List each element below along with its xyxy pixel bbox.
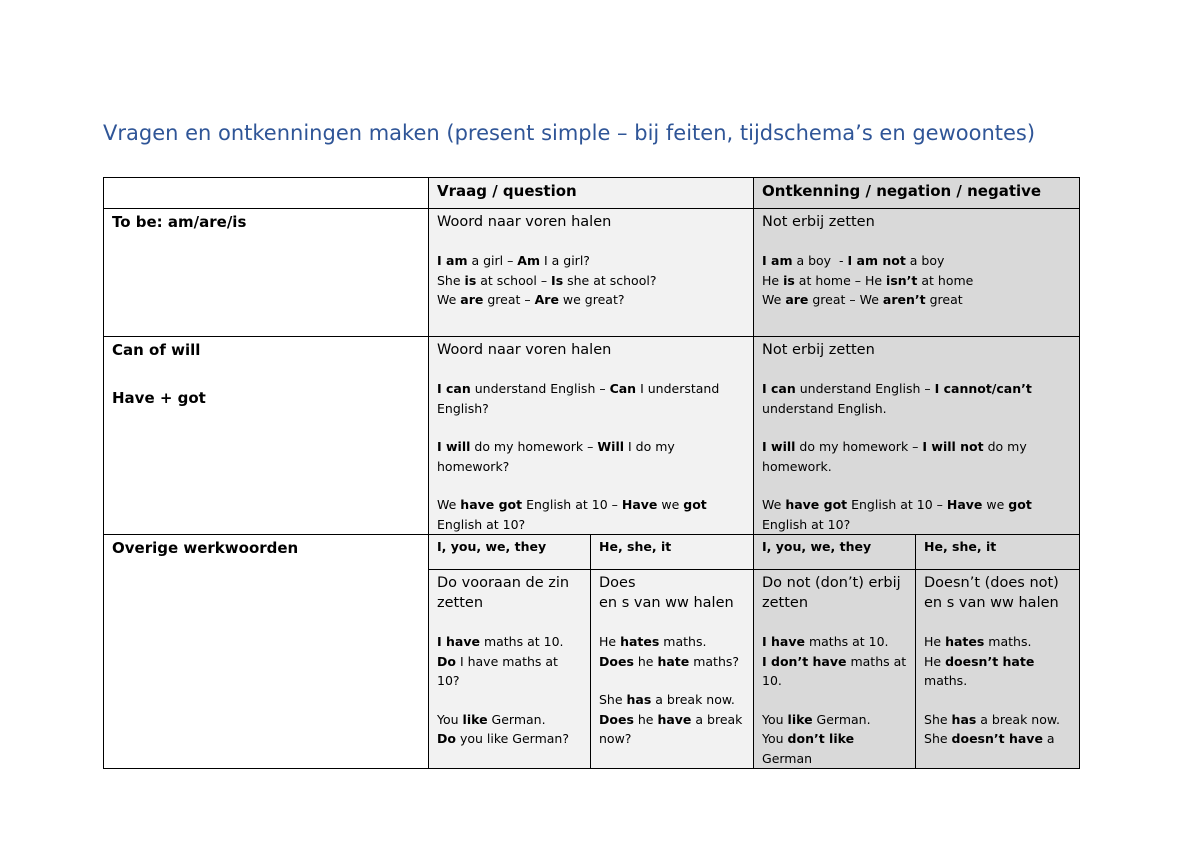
to-be-question-rule: Woord naar voren halen [437,214,612,230]
example-line: You don’t like German [762,731,855,766]
example-line: I will do my homework – I will not do my homework. [762,439,1027,474]
example-line: Does he have a break now? [599,711,743,746]
to-be-question-examples [437,251,746,310]
example-group [437,437,746,476]
example-group [924,632,1072,691]
overige-question-plural-rule: Do vooraan de zin zetten [437,575,570,611]
overige-question-plural-cell [429,570,591,769]
overige-question-singular-rule [599,573,746,613]
table-header-row [104,178,1080,209]
header-empty-cell [104,178,429,209]
to-be-negation-rule: Not erbij zetten [762,214,875,230]
page-title: Vragen en ontkenningen maken (present simple – bij feiten, tijdschema’s en gewoontes) [103,121,1036,145]
subheader-negation-plural: I, you, we, they [754,535,916,570]
example-line: She is at school – Is she at school? [437,272,657,288]
to-be-question-cell [429,209,754,337]
example-group [762,437,1072,476]
example-group [437,632,583,691]
table-row-to-be [104,209,1080,337]
example-group [762,379,1072,418]
can-will-negation-rule: Not erbij zetten [762,342,875,358]
example-line: You like German. [437,711,546,727]
example-line: Does he hate maths? [599,653,740,669]
header-question: Vraag / question [429,178,754,209]
example-group [924,710,1072,749]
example-line: She has a break now. [599,692,735,707]
example-group [599,690,746,749]
example-line: We have got English at 10 – Have we got English at 10? [437,497,707,532]
table-row-overige-subheader [104,535,1080,570]
table-row-can-will [104,337,1080,535]
example-line: Do I have maths at 10? [437,653,558,688]
example-line: He hates maths. [924,634,1032,649]
row-label-can-will-cell [104,337,429,535]
overige-negation-singular-cell [916,570,1080,769]
example-line: I am a girl – Am I a girl? [437,253,590,268]
example-line: I will do my homework – Will I do my homework? [437,439,675,474]
row-label-to-be: To be: am/are/is [104,209,429,337]
example-line: We have got English at 10 – Have we got English at 10? [762,497,1032,532]
header-negation: Ontkenning / negation / negative [754,178,1080,209]
example-line: We are great – We aren’t great [762,292,963,307]
can-will-question-cell [429,337,754,535]
rule-line: Doesn’t (does not) [924,575,1059,591]
overige-negation-plural-cell [754,570,916,769]
example-line: Do you like German? [437,731,569,746]
example-line: She doesn’t have a [924,731,1055,746]
example-line: I don’t have maths at 10. [762,653,907,688]
example-line: You like German. [762,711,871,727]
grammar-table [103,177,1080,769]
example-group [762,632,908,691]
row-label-can-will: Can of will [112,341,201,359]
example-line: I have maths at 10. [437,634,564,649]
example-line: I can understand English – Can I understand English? [437,381,720,416]
example-group [437,495,746,534]
overige-negation-plural-rule: Do not (don’t) erbij zetten [762,575,901,611]
row-label-overige: Overige werkwoorden [104,535,429,769]
overige-question-singular-cell [591,570,754,769]
example-group [762,710,908,769]
example-line: He doesn’t hate maths. [924,653,1035,688]
overige-negation-singular-rule [924,573,1072,613]
to-be-negation-examples [762,251,1072,310]
can-will-question-rule: Woord naar voren halen [437,342,612,358]
rule-line: en s van ww halen [924,595,1059,611]
example-group [762,495,1072,534]
rule-line: Does [599,575,636,591]
example-group [599,632,746,671]
rule-line: en s van ww halen [599,595,734,611]
subheader-negation-singular: He, she, it [916,535,1080,570]
example-line: He hates maths. [599,634,707,649]
example-group [437,379,746,418]
example-line: I have maths at 10. [762,634,889,649]
to-be-negation-cell [754,209,1080,337]
example-line: I am a boy - I am not a boy [762,253,945,268]
subheader-question-singular: He, she, it [591,535,754,570]
can-will-negation-cell [754,337,1080,535]
row-label-have-got: Have + got [112,389,206,407]
example-line: She has a break now. [924,711,1060,727]
subheader-question-plural: I, you, we, they [429,535,591,570]
example-group [437,710,583,749]
example-line: He is at home – He isn’t at home [762,272,974,288]
example-line: We are great – Are we great? [437,292,625,307]
example-line: I can understand English – I cannot/can’t understand English. [762,381,1032,416]
